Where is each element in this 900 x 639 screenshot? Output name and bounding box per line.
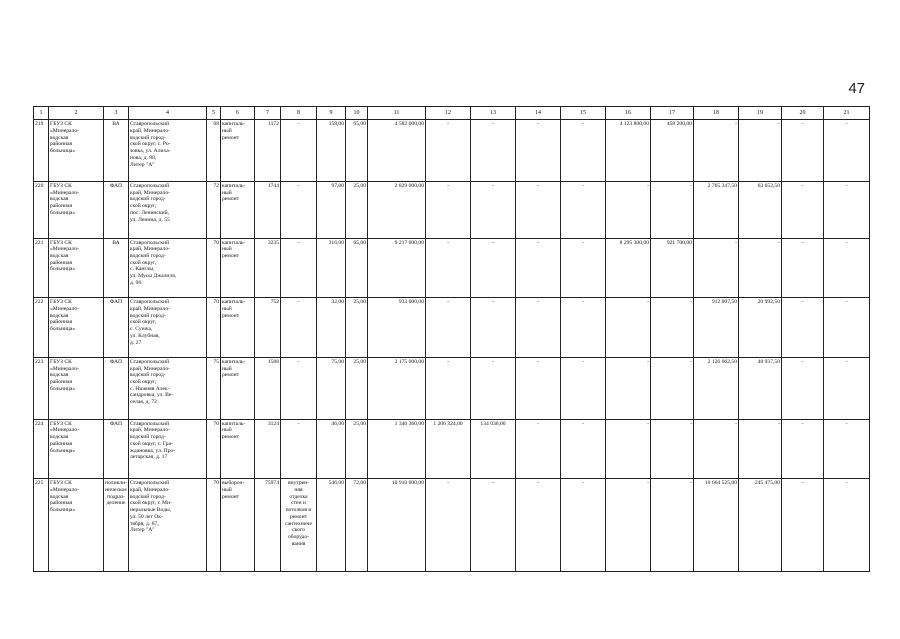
work-type: выбороч- ный ремонт (221, 479, 255, 572)
col-20-value: - (782, 182, 824, 239)
col-16-value: 4 123 800,00 (606, 120, 651, 182)
facility-type: ФАП (104, 357, 129, 419)
col-9-value: 97,00 (317, 182, 346, 239)
col-15-value: - (561, 357, 606, 419)
col-11-value: 9 217 000,00 (368, 238, 426, 298)
col-16-value: 8 295 300,00 (606, 238, 651, 298)
column-number-header: 13 (471, 107, 516, 120)
col-7-value: 1588 (255, 357, 281, 419)
col-8-value: - (281, 357, 317, 419)
table-row (34, 298, 870, 358)
col-7-value: 3124 (255, 419, 281, 479)
col-17-value: 921 700,00 (651, 238, 694, 298)
col-19-value: - (739, 120, 782, 182)
facility-address: Ставропольский край, Минерало- водский город- ской округ, с. Нижняя Алек- сандровка, ул. Ве- селая, д. 72 (129, 357, 207, 419)
col-18-value: 10 664 525,00 (694, 479, 739, 572)
col-18-value: 912 007,50 (694, 298, 739, 358)
col-21-value: - (824, 479, 870, 572)
column-number-header: 9 (317, 107, 346, 120)
col-14-value: - (516, 238, 561, 298)
row-number: 220 (34, 182, 49, 239)
table-row (34, 357, 870, 419)
col-15-value: - (561, 120, 606, 182)
col-17-value: - (651, 357, 694, 419)
facility-type: ФАП (104, 419, 129, 479)
organization-name: ГБУЗ СК «Минерало- водская районная больница» (49, 419, 104, 479)
column-number-header: 11 (368, 107, 426, 120)
column-number-header: 21 (824, 107, 870, 120)
col-16-value: - (606, 479, 651, 572)
col-15-value: - (561, 182, 606, 239)
col-13-value: - (471, 479, 516, 572)
col-11-value: 1 340 360,00 (368, 419, 426, 479)
col-5-value: 68 (207, 120, 221, 182)
col-14-value: - (516, 419, 561, 479)
col-21-value: - (824, 298, 870, 358)
col-13-value: - (471, 120, 516, 182)
col-9-value: 75,00 (317, 357, 346, 419)
col-10-value: 25,00 (346, 298, 368, 358)
col-9-value: 316,00 (317, 238, 346, 298)
column-number-header: 1 (34, 107, 49, 120)
column-number-header: 2 (49, 107, 104, 120)
col-20-value: - (782, 120, 824, 182)
col-17-value: - (651, 182, 694, 239)
col-8-value: внутрен- няя отделка стен и потолков и ремонт сантехниче ского оборудо- вания (281, 479, 317, 572)
column-number-header: 17 (651, 107, 694, 120)
work-type: капиталь- ный ремонт (221, 120, 255, 182)
column-number-header: 19 (739, 107, 782, 120)
organization-name: ГБУЗ СК «Минерало- водская районная больница» (49, 182, 104, 239)
col-8-value: - (281, 238, 317, 298)
column-number-header: 8 (281, 107, 317, 120)
column-number-header: 20 (782, 107, 824, 120)
col-7-value: 1744 (255, 182, 281, 239)
col-11-value: 933 000,00 (368, 298, 426, 358)
col-9-value: 546,00 (317, 479, 346, 572)
organization-name: ГБУЗ СК «Минерало- водская районная больница» (49, 120, 104, 182)
col-17-value: - (651, 419, 694, 479)
col-7-value: 75974 (255, 479, 281, 572)
table-row (34, 419, 870, 479)
col-21-value: - (824, 419, 870, 479)
facility-type: поликли- ническое подраз- деление (104, 479, 129, 572)
column-number-row (34, 107, 870, 120)
facility-address: Ставропольский край, Минерало- водский город- ской округ, с. Канглы, ул. Мусы Джалиля, д. 96 (129, 238, 207, 298)
col-20-value: - (782, 419, 824, 479)
col-18-value: - (694, 120, 739, 182)
col-20-value: - (782, 298, 824, 358)
col-11-value: 2 829 000,00 (368, 182, 426, 239)
table-row (34, 479, 870, 572)
col-9-value: 46,00 (317, 419, 346, 479)
col-10-value: 65,00 (346, 120, 368, 182)
col-13-value: - (471, 298, 516, 358)
facility-type: ВА (104, 120, 129, 182)
column-number-header: 18 (694, 107, 739, 120)
facility-address: Ставропольский край, Минерало- водский город- ской округ, с. Сунжа, ул. Клубная, д. 27 (129, 298, 207, 358)
col-21-value: - (824, 120, 870, 182)
col-10-value: 72,00 (346, 479, 368, 572)
col-10-value: 25,00 (346, 182, 368, 239)
col-16-value: - (606, 182, 651, 239)
facility-type: ВА (104, 238, 129, 298)
organization-name: ГБУЗ СК «Минерало- водская районная больница» (49, 357, 104, 419)
col-16-value: - (606, 419, 651, 479)
col-7-value: 3235 (255, 238, 281, 298)
col-14-value: - (516, 479, 561, 572)
col-8-value: - (281, 120, 317, 182)
col-14-value: - (516, 298, 561, 358)
col-8-value: - (281, 419, 317, 479)
facility-address: Ставропольский край, Минерало- водский город- ской округ, с. Ро- зовка, ул. Алиха- нова, д. 88, Литер "А" (129, 120, 207, 182)
col-21-value: - (824, 182, 870, 239)
column-number-header: 7 (255, 107, 281, 120)
col-15-value: - (561, 298, 606, 358)
page-number: 47 (848, 80, 865, 97)
row-number: 224 (34, 419, 49, 479)
col-11-value: 2 175 000,00 (368, 357, 426, 419)
organization-name: ГБУЗ СК «Минерало- водская районная больница» (49, 298, 104, 358)
col-20-value: - (782, 357, 824, 419)
column-number-header: 14 (516, 107, 561, 120)
col-5-value: 75 (207, 357, 221, 419)
col-12-value: - (426, 479, 471, 572)
col-12-value: - (426, 120, 471, 182)
col-19-value: 48 937,50 (739, 357, 782, 419)
col-20-value: - (782, 238, 824, 298)
work-type: капиталь- ный ремонт (221, 182, 255, 239)
column-number-header: 5 (207, 107, 221, 120)
facility-address: Ставропольский край, Минерало- водский город- ской округ, с. Гра- ждановка, ул. Про- летарская, д. 17 (129, 419, 207, 479)
facility-address: Ставропольский край, Минерало- водский город- ской округ, г. Ми- неральные Воды, ул. 50 лет Ок- тября, д. 67, Литер "А" (129, 479, 207, 572)
column-number-header: 16 (606, 107, 651, 120)
col-16-value: - (606, 357, 651, 419)
col-10-value: 65,00 (346, 238, 368, 298)
col-13-value: - (471, 182, 516, 239)
work-type: капиталь- ный ремонт (221, 357, 255, 419)
col-12-value: - (426, 298, 471, 358)
col-17-value: 458 200,00 (651, 120, 694, 182)
work-type: капиталь- ный ремонт (221, 419, 255, 479)
col-14-value: - (516, 182, 561, 239)
col-18-value: 2 765 347,50 (694, 182, 739, 239)
facility-type: ФАП (104, 298, 129, 358)
col-18-value: - (694, 238, 739, 298)
column-number-header: 12 (426, 107, 471, 120)
column-number-header: 3 (104, 107, 129, 120)
col-9-value: 32,00 (317, 298, 346, 358)
col-12-value: - (426, 357, 471, 419)
col-19-value: - (739, 419, 782, 479)
col-12-value: 1 206 324,00 (426, 419, 471, 479)
col-19-value: 20 992,50 (739, 298, 782, 358)
row-number: 223 (34, 357, 49, 419)
table-row (34, 238, 870, 298)
col-15-value: - (561, 238, 606, 298)
col-16-value: - (606, 298, 651, 358)
col-17-value: - (651, 298, 694, 358)
organization-name: ГБУЗ СК «Минерало- водская районная больница» (49, 479, 104, 572)
row-number: 221 (34, 238, 49, 298)
col-19-value: 63 652,50 (739, 182, 782, 239)
column-number-header: 6 (221, 107, 255, 120)
col-15-value: - (561, 479, 606, 572)
col-20-value: - (782, 479, 824, 572)
work-type: капиталь- ный ремонт (221, 238, 255, 298)
col-18-value: 2 126 062,50 (694, 357, 739, 419)
col-10-value: 25,00 (346, 357, 368, 419)
col-5-value: 70 (207, 419, 221, 479)
col-11-value: 4 582 000,00 (368, 120, 426, 182)
col-8-value: - (281, 182, 317, 239)
column-number-header: 4 (129, 107, 207, 120)
column-number-header: 15 (561, 107, 606, 120)
col-15-value: - (561, 419, 606, 479)
col-5-value: 70 (207, 238, 221, 298)
col-10-value: 25,00 (346, 419, 368, 479)
facility-address: Ставропольский край, Минерало- водский город- ской округ, пос. Ленинский, ул. Ленина, д. 55 (129, 182, 207, 239)
col-7-value: 752 (255, 298, 281, 358)
col-19-value: - (739, 238, 782, 298)
col-19-value: 245 475,00 (739, 479, 782, 572)
table-row (34, 120, 870, 182)
col-7-value: 1172 (255, 120, 281, 182)
work-type: капиталь- ный ремонт (221, 298, 255, 358)
row-number: 225 (34, 479, 49, 572)
col-14-value: - (516, 120, 561, 182)
col-14-value: - (516, 357, 561, 419)
col-8-value: - (281, 298, 317, 358)
col-13-value: - (471, 238, 516, 298)
organization-name: ГБУЗ СК «Минерало- водская районная больница» (49, 238, 104, 298)
col-17-value: - (651, 479, 694, 572)
col-21-value: - (824, 238, 870, 298)
col-21-value: - (824, 357, 870, 419)
col-12-value: - (426, 182, 471, 239)
col-9-value: 158,00 (317, 120, 346, 182)
table-row (34, 182, 870, 239)
row-number: 219 (34, 120, 49, 182)
col-13-value: - (471, 357, 516, 419)
col-5-value: 70 (207, 298, 221, 358)
row-number: 222 (34, 298, 49, 358)
col-11-value: 10 910 000,00 (368, 479, 426, 572)
col-13-value: 134 036,00 (471, 419, 516, 479)
column-number-header: 10 (346, 107, 368, 120)
facility-type: ФАП (104, 182, 129, 239)
col-5-value: 72 (207, 182, 221, 239)
col-12-value: - (426, 238, 471, 298)
col-18-value: - (694, 419, 739, 479)
col-5-value: 70 (207, 479, 221, 572)
registry-table (33, 106, 870, 572)
